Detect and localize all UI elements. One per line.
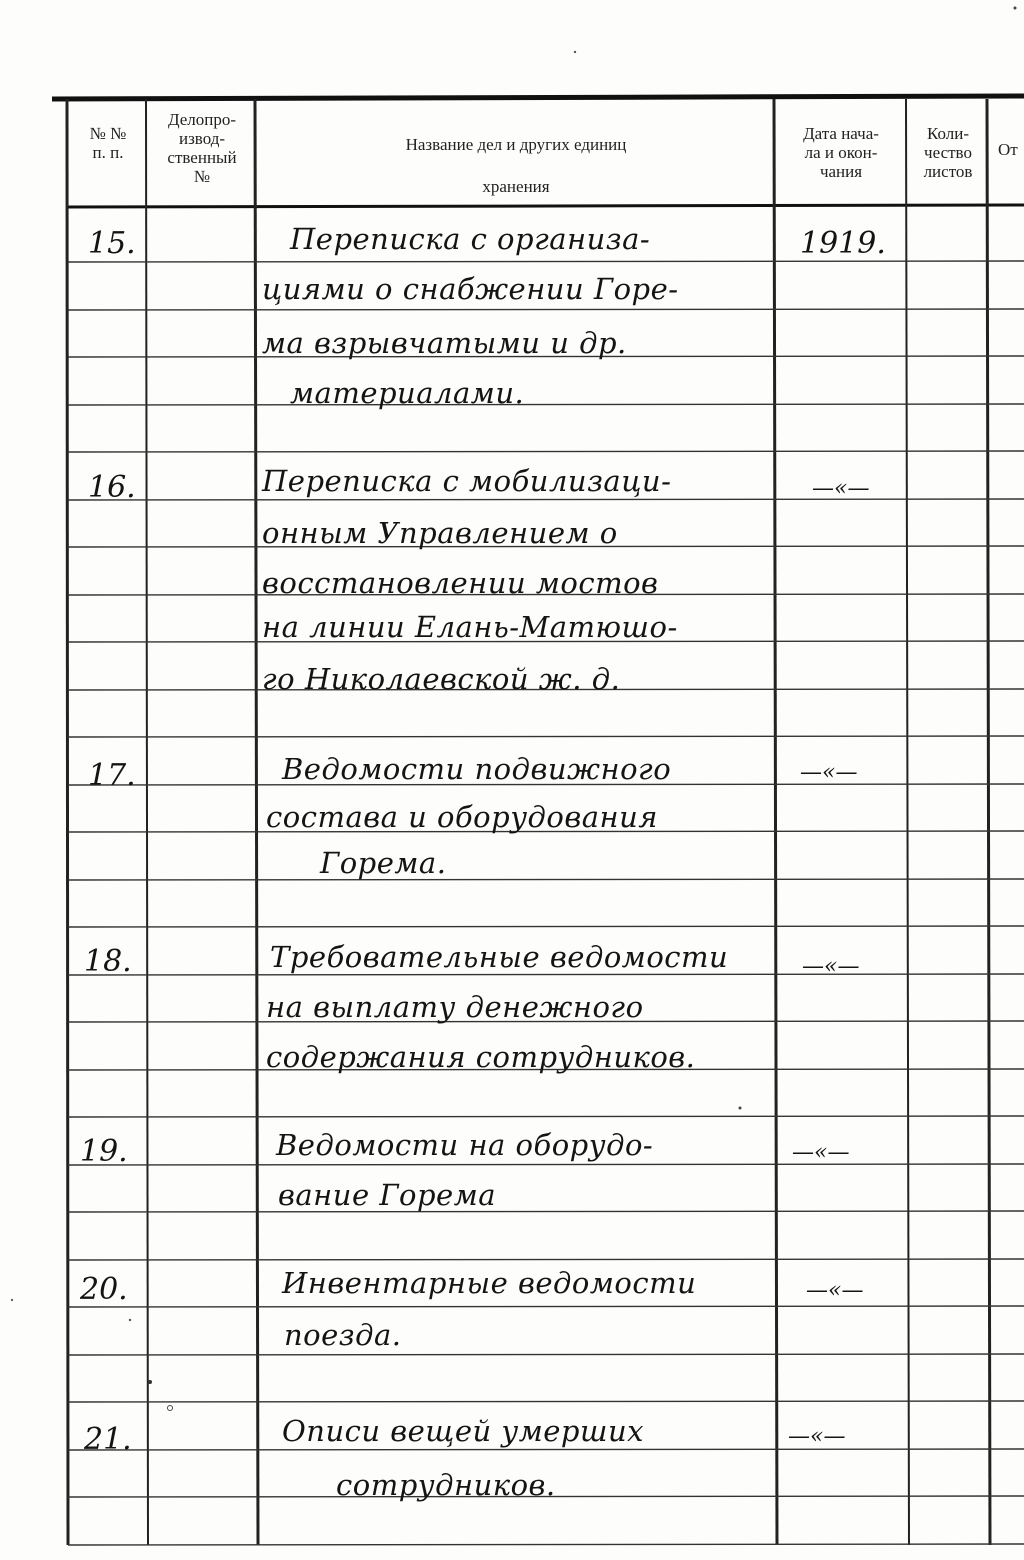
entry-title-line: вание Горема	[278, 1178, 497, 1212]
entry-title-line: материалами.	[290, 376, 525, 410]
entry-number: 15.	[88, 226, 136, 261]
entry-title-line: Ведомости подвижного	[282, 752, 672, 786]
entry-title-line: Переписка с мобилизаци-	[262, 464, 672, 498]
entry-title-line: состава и оборудования	[266, 800, 659, 834]
ruled-line	[68, 1116, 1024, 1117]
header-col-dates: Дата нача- ла и окон- чания	[803, 124, 879, 181]
entry-title-line: Инвентарные ведомости	[282, 1266, 697, 1300]
ruled-line	[68, 404, 1024, 405]
entry-title-line: Переписка с организа-	[290, 222, 651, 256]
header-col-title: Название дел и других единиц хранения	[405, 135, 627, 196]
ruled-line	[68, 499, 1024, 500]
entry-title-line: Требовательные ведомости	[270, 940, 729, 974]
ruled-line	[68, 974, 1024, 975]
entry-date-ditto: —«—	[800, 760, 858, 785]
entry-title-line: восстановлении мостов	[262, 566, 659, 600]
entry-number: 20.	[80, 1272, 128, 1307]
entry-title-line: Описи вещей умерших	[282, 1414, 644, 1448]
entry-date: 1919.	[800, 226, 886, 261]
entry-number: 21.	[84, 1422, 132, 1457]
ruled-line	[68, 261, 1024, 262]
entry-number: 16.	[88, 470, 136, 505]
entry-title-line: Горема.	[320, 846, 447, 880]
ruled-line	[68, 451, 1024, 452]
ruled-line	[68, 1544, 1024, 1545]
entry-title-line: го Николаевской ж. д.	[262, 662, 621, 696]
header-col-number: № № п. п.	[89, 124, 127, 162]
ruled-line	[68, 926, 1024, 927]
entry-title-line: на линии Елань-Матюшо-	[262, 610, 678, 644]
entry-date-ditto: —«—	[812, 476, 870, 501]
ruled-line	[68, 1354, 1024, 1355]
header-col-notes: От	[998, 140, 1018, 159]
entry-title-line: циями о снабжении Горе-	[262, 272, 679, 306]
entry-title-line: на выплату денежного	[266, 990, 644, 1024]
ruled-line	[68, 309, 1024, 310]
ruled-line	[68, 1259, 1024, 1260]
ruled-line	[68, 1401, 1024, 1402]
ruled-line	[68, 736, 1024, 737]
entry-title-line: ма взрывчатыми и др.	[262, 326, 627, 360]
ruled-line	[68, 1164, 1024, 1165]
entry-title-line: Ведомости на оборудо-	[276, 1128, 654, 1162]
entry-date-ditto: —«—	[792, 1140, 850, 1165]
header-col-sheets: Коли- чество листов	[923, 124, 973, 181]
header-col-office-number: Делопро- извод- ственный №	[167, 110, 237, 186]
entry-title-line: онным Управлением о	[262, 516, 618, 550]
entry-title-line: содержания сотрудников.	[266, 1040, 696, 1074]
entry-title-line: поезда.	[284, 1318, 402, 1352]
entry-date-ditto: —«—	[806, 1278, 864, 1303]
ruled-line	[68, 1306, 1024, 1307]
entry-title-line: сотрудников.	[336, 1468, 556, 1502]
entry-number: 17.	[88, 758, 136, 793]
ruled-line	[68, 1449, 1024, 1450]
entry-date-ditto: —«—	[788, 1424, 846, 1449]
entry-number: 18.	[84, 944, 132, 979]
entry-number: 19.	[80, 1134, 128, 1169]
entry-date-ditto: —«—	[802, 954, 860, 979]
ruled-line	[68, 1211, 1024, 1212]
ruled-line	[68, 879, 1024, 880]
